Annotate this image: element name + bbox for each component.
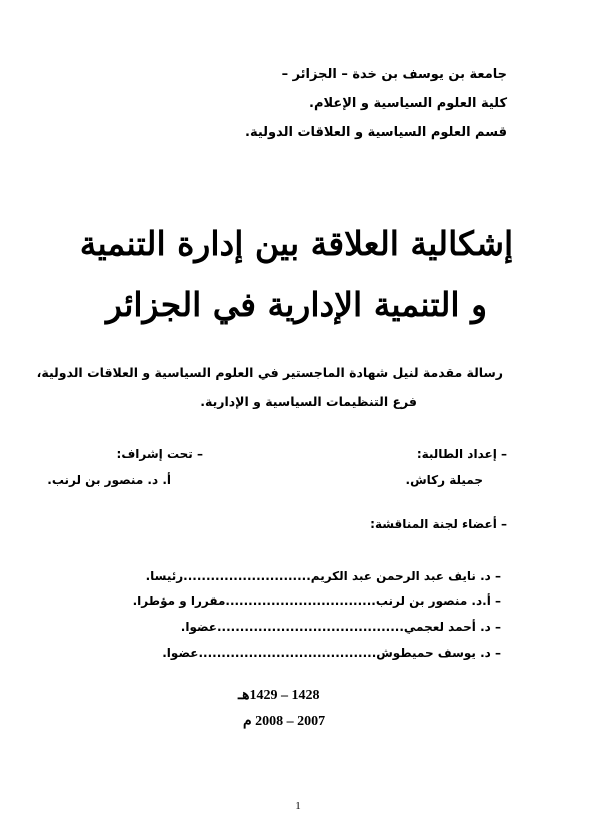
supervision-label: – تحت إشراف: [116,447,203,461]
prepared-by-label: – إعداد الطالبة: [416,447,507,461]
thesis-subtitle-line-2: فرع التنظيمات السياسية و الإدارية. [200,394,417,409]
thesis-title-line-1: إشكالية العلاقة بين إدارة التنمية [79,224,514,263]
hijri-year: 1428 – 1429هـ [238,688,320,703]
committee-member: – د. نايف عبد الرحمن عبد الكريم............................رئيسا. [145,569,501,583]
faculty-name: كلية العلوم السياسية و الإعلام. [309,96,507,111]
committee-label: – أعضاء لجنة المناقشة: [370,517,507,531]
page-number: 1 [295,800,301,812]
thesis-title-line-2: و التنمية الإدارية في الجزائر [106,285,487,324]
student-name: جميلة ركاش. [405,473,483,487]
committee-member: – د. أحمد لعجمي.........................................عضوا. [180,620,501,634]
committee-member: – أ.د. منصور بن لرنب.................................مقررا و مؤطرا. [132,594,501,608]
committee-member: – د. يوسف حميطوش.......................................عضوا. [162,646,501,660]
university-name: جامعة بن يوسف بن خدة – الجزائر – [281,67,507,82]
supervisor-name: أ. د. منصور بن لرنب. [47,473,171,487]
thesis-subtitle-line-1: رسالة مقدمة لنيل شهادة الماجستير في العلوم السياسية و العلاقات الدولية، [36,365,503,380]
department-name: قسم العلوم السياسية و العلاقات الدولية. [245,125,507,140]
gregorian-year: 2007 – 2008 م [243,714,326,729]
